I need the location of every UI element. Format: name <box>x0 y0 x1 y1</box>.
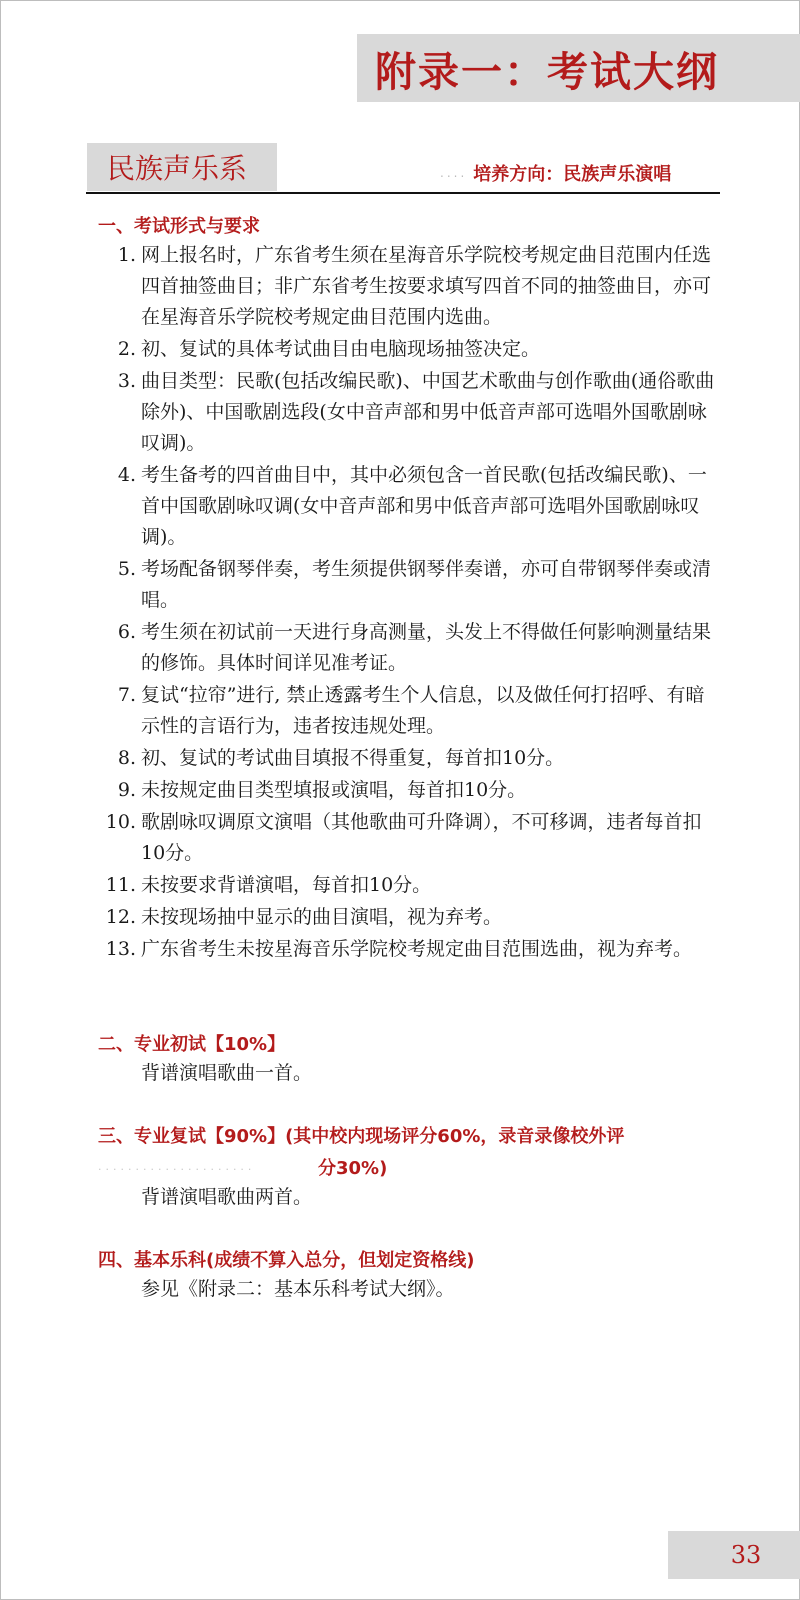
item-number: 10. <box>105 811 136 833</box>
item-number: 1. <box>117 244 136 266</box>
item-text: 未按规定曲目类型填报或演唱，每首扣10分。 <box>141 779 527 801</box>
list-item <box>0 775 721 806</box>
item-text: 初、复试的具体考试曲目由电脑现场抽签决定。 <box>141 338 541 360</box>
item-number: 3. <box>117 370 136 392</box>
item-number: 5. <box>117 558 136 580</box>
item-text: 未按要求背谱演唱，每首扣10分。 <box>141 874 432 896</box>
requirements-list <box>0 240 800 966</box>
item-number: 13. <box>105 938 136 960</box>
list-item <box>0 743 721 774</box>
dotted-leader: .... <box>440 166 468 180</box>
list-item <box>0 460 721 553</box>
item-number: 11. <box>105 874 136 896</box>
item-number: 2. <box>117 338 136 360</box>
list-item <box>0 334 721 365</box>
training-direction-text: 培养方向：民族声乐演唱 <box>473 164 672 185</box>
section-heading-final: 三、专业复试【90%】(其中校内现场评分60%，录音录像校外评 <box>98 1126 625 1147</box>
item-number: 9. <box>117 779 136 801</box>
item-text: 歌剧咏叹调原文演唱（其他歌曲可升降调），不可移调，违者每首扣10分。 <box>141 811 702 864</box>
item-text: 考生备考的四首曲目中，其中必须包含一首民歌(包括改编民歌)、一首中国歌剧咏叹调(女中音声部和男中低音声部可选唱外国歌剧咏叹调)。 <box>141 464 707 548</box>
list-item <box>0 870 721 901</box>
dotted-leader: ..................... <box>98 1160 256 1173</box>
item-number: 6. <box>117 621 136 643</box>
list-item <box>0 240 721 333</box>
list-item <box>0 807 721 869</box>
list-item <box>0 934 721 965</box>
item-text: 复试“拉帘”进行, 禁止透露考生个人信息，以及做任何打招呼、有暗示性的言语行为，违者按违规处理。 <box>141 684 705 737</box>
header-rule <box>86 192 720 194</box>
final-body: 背谱演唱歌曲两首。 <box>141 1186 313 1208</box>
appendix-banner <box>357 34 800 102</box>
item-number: 8. <box>117 747 136 769</box>
list-item <box>0 554 721 616</box>
department-title: 民族声乐系 <box>107 152 248 185</box>
section-heading-exam-form: 一、考试形式与要求 <box>98 216 260 237</box>
item-text: 广东省考生未按星海音乐学院校考规定曲目范围选曲，视为弃考。 <box>141 938 693 960</box>
department-tab <box>87 143 277 191</box>
item-text: 未按现场抽中显示的曲目演唱，视为弃考。 <box>141 906 503 928</box>
music-basics-body: 参见《附录二：基本乐科考试大纲》。 <box>141 1278 455 1300</box>
page-number-box <box>668 1531 800 1579</box>
item-number: 7. <box>117 684 136 706</box>
item-text: 考场配备钢琴伴奏，考生须提供钢琴伴奏谱，亦可自带钢琴伴奏或清唱。 <box>141 558 712 611</box>
list-item <box>0 617 721 679</box>
training-direction <box>440 160 671 186</box>
item-text: 考生须在初试前一天进行身高测量，头发上不得做任何影响测量结果的修饰。具体时间详见准考证。 <box>141 621 712 674</box>
section-heading-music-basics: 四、基本乐科(成绩不算入总分，但划定资格线) <box>98 1250 475 1271</box>
item-text: 初、复试的考试曲目填报不得重复，每首扣10分。 <box>141 747 565 769</box>
list-item <box>0 680 721 742</box>
item-text: 网上报名时，广东省考生须在星海音乐学院校考规定曲目范围内任选四首抽签曲目；非广东省考生按要求填写四首不同的抽签曲目，亦可在星海音乐学院校考规定曲目范围内选曲。 <box>141 244 712 328</box>
item-text: 曲目类型：民歌(包括改编民歌)、中国艺术歌曲与创作歌曲(通俗歌曲除外)、中国歌剧选段(女中音声部和男中低音声部可选唱外国歌剧咏叹调)。 <box>141 370 715 454</box>
item-number: 12. <box>105 906 136 928</box>
section-heading-preliminary: 二、专业初试【10%】 <box>98 1034 286 1055</box>
preliminary-body: 背谱演唱歌曲一首。 <box>141 1062 313 1084</box>
list-item <box>0 902 721 933</box>
page-number: 33 <box>730 1541 762 1569</box>
section-heading-final-cont: 分30%) <box>318 1158 388 1179</box>
item-number: 4. <box>117 464 136 486</box>
appendix-title: 附录一：考试大纲 <box>375 47 719 96</box>
list-item <box>0 366 721 459</box>
